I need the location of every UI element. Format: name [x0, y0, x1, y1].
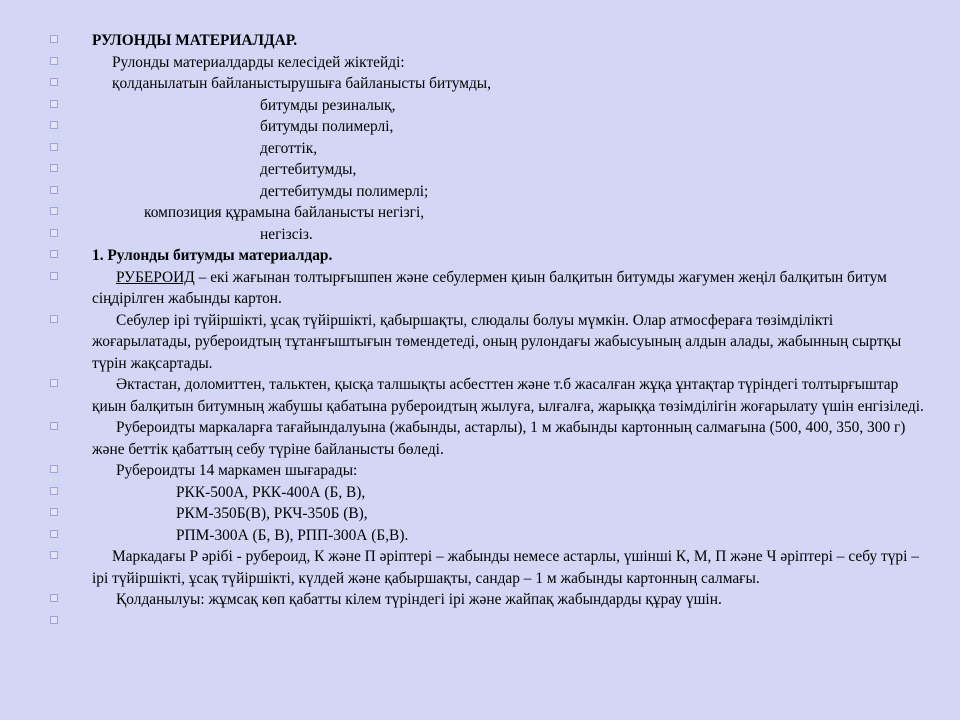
sub-item: дегтебитумды, — [260, 161, 357, 178]
square-bullet-icon — [50, 78, 58, 86]
list-item — [50, 245, 930, 267]
list-item — [50, 589, 930, 611]
square-bullet-icon — [50, 551, 58, 559]
list-item — [50, 224, 930, 246]
square-bullet-icon — [50, 487, 58, 495]
paragraph — [92, 267, 930, 310]
list-item — [50, 116, 930, 138]
square-bullet-icon — [50, 272, 58, 280]
list-item — [50, 181, 930, 203]
square-bullet-icon — [50, 229, 58, 237]
square-bullet-icon — [50, 250, 58, 258]
section-heading: 1. Рулонды битумды материалдар. — [92, 247, 333, 264]
slide-content — [50, 30, 930, 632]
mark-item: РКК-500А, РКК-400А (Б, В), — [176, 483, 366, 501]
square-bullet-icon — [50, 164, 58, 172]
square-bullet-icon — [50, 207, 58, 215]
paragraph: Әктастан, доломиттен, тальктен, қысқа талшықты асбесттен және т.б жасалған жұқа ұнтақтар түріндегі толтырғыштар қиын балқитын битумның жабушы қабатына рубероидтың жылуға, ылғалға, жарыққа төзімділігін жоғарылату үшін енгізіледі. — [92, 376, 924, 415]
paragraph: Қолданылуы: жұмсақ көп қабатты кілем түріндегі ірі және жайпақ жабындарды құрау үшін. — [116, 591, 722, 608]
list-item — [50, 503, 930, 525]
square-bullet-icon — [50, 35, 58, 43]
sub-item: битумды полимерлі, — [260, 118, 394, 135]
list-item — [50, 159, 930, 181]
list-item — [50, 138, 930, 160]
list-item — [50, 525, 930, 547]
square-bullet-icon — [50, 100, 58, 108]
term-ruberoid: РУБЕРОИД — [116, 268, 195, 286]
list-item — [50, 417, 930, 460]
list-item — [50, 202, 930, 224]
square-bullet-icon — [50, 594, 58, 602]
square-bullet-icon — [50, 616, 58, 624]
classification-composition: композиция құрамына байланысты негізгі, — [144, 204, 425, 221]
list-item — [50, 310, 930, 375]
paragraph: Маркадағы Р әрібі - рубероид, К және П әріптері – жабынды немесе астарлы, үшінші К, М, П және Ч әріптері – себу түрі – ірі түйіршікті, ұсақ түйіршікті, күлдей және қабыршақты, сандар – 1 м жабынды картонның салмағы. — [92, 548, 919, 587]
sub-item: битумды резиналық, — [260, 96, 396, 114]
square-bullet-icon — [50, 57, 58, 65]
list-item-empty — [50, 611, 930, 633]
sub-item: дегтебитумды полимерлі; — [260, 182, 429, 200]
intro-text: Рулонды материалдарды келесідей жіктейді: — [112, 53, 405, 71]
sub-item: деготтік, — [260, 139, 318, 157]
square-bullet-icon — [50, 465, 58, 473]
list-item — [50, 482, 930, 504]
list-item — [50, 73, 930, 95]
paragraph: Рубероидты 14 маркамен шығарады: — [116, 462, 358, 479]
paragraph: Себулер ірі түйіршікті, ұсақ түйіршікті, қабыршақты, слюдалы болуы мүмкін. Олар атмосфераға төзімділікті жоғарылатады, рубероидтың тұтанғыштығын төмендетеді, оның рулондағы жабысуының алдын алады, жабынның сыртқы түрін жақсартады. — [92, 311, 902, 372]
square-bullet-icon — [50, 186, 58, 194]
term-definition: – екі жағынан толтырғышпен және себулермен қиын балқитын битумды жағумен жеңіл балқитын битум сіңдірілген жабынды картон. — [92, 268, 887, 307]
square-bullet-icon — [50, 121, 58, 129]
mark-item: РПМ-300А (Б, В), РПП-300А (Б,В). — [176, 526, 409, 544]
slide-title: РУЛОНДЫ МАТЕРИАЛДАР. — [92, 32, 298, 49]
square-bullet-icon — [50, 143, 58, 151]
list-item — [50, 95, 930, 117]
list-item — [50, 267, 930, 310]
list-item — [50, 52, 930, 74]
square-bullet-icon — [50, 530, 58, 538]
list-item — [50, 374, 930, 417]
sub-item: негізсіз. — [260, 225, 313, 243]
square-bullet-icon — [50, 422, 58, 430]
square-bullet-icon — [50, 508, 58, 516]
list-item — [50, 30, 930, 52]
mark-item: РКМ-350Б(В), РКЧ-350Б (В), — [176, 505, 368, 522]
square-bullet-icon — [50, 379, 58, 387]
list-item — [50, 546, 930, 589]
paragraph: Рубероидты маркаларға тағайындалуына (жабынды, астарлы), 1 м жабынды картонның салмағына (500, 400, 350, 300 г) және беттік қабаттың себу түріне байланысты бөледі. — [92, 419, 906, 458]
list-item — [50, 460, 930, 482]
square-bullet-icon — [50, 315, 58, 323]
classification-binder: қолданылатын байланыстырушыға байланысты битумды, — [112, 75, 491, 92]
